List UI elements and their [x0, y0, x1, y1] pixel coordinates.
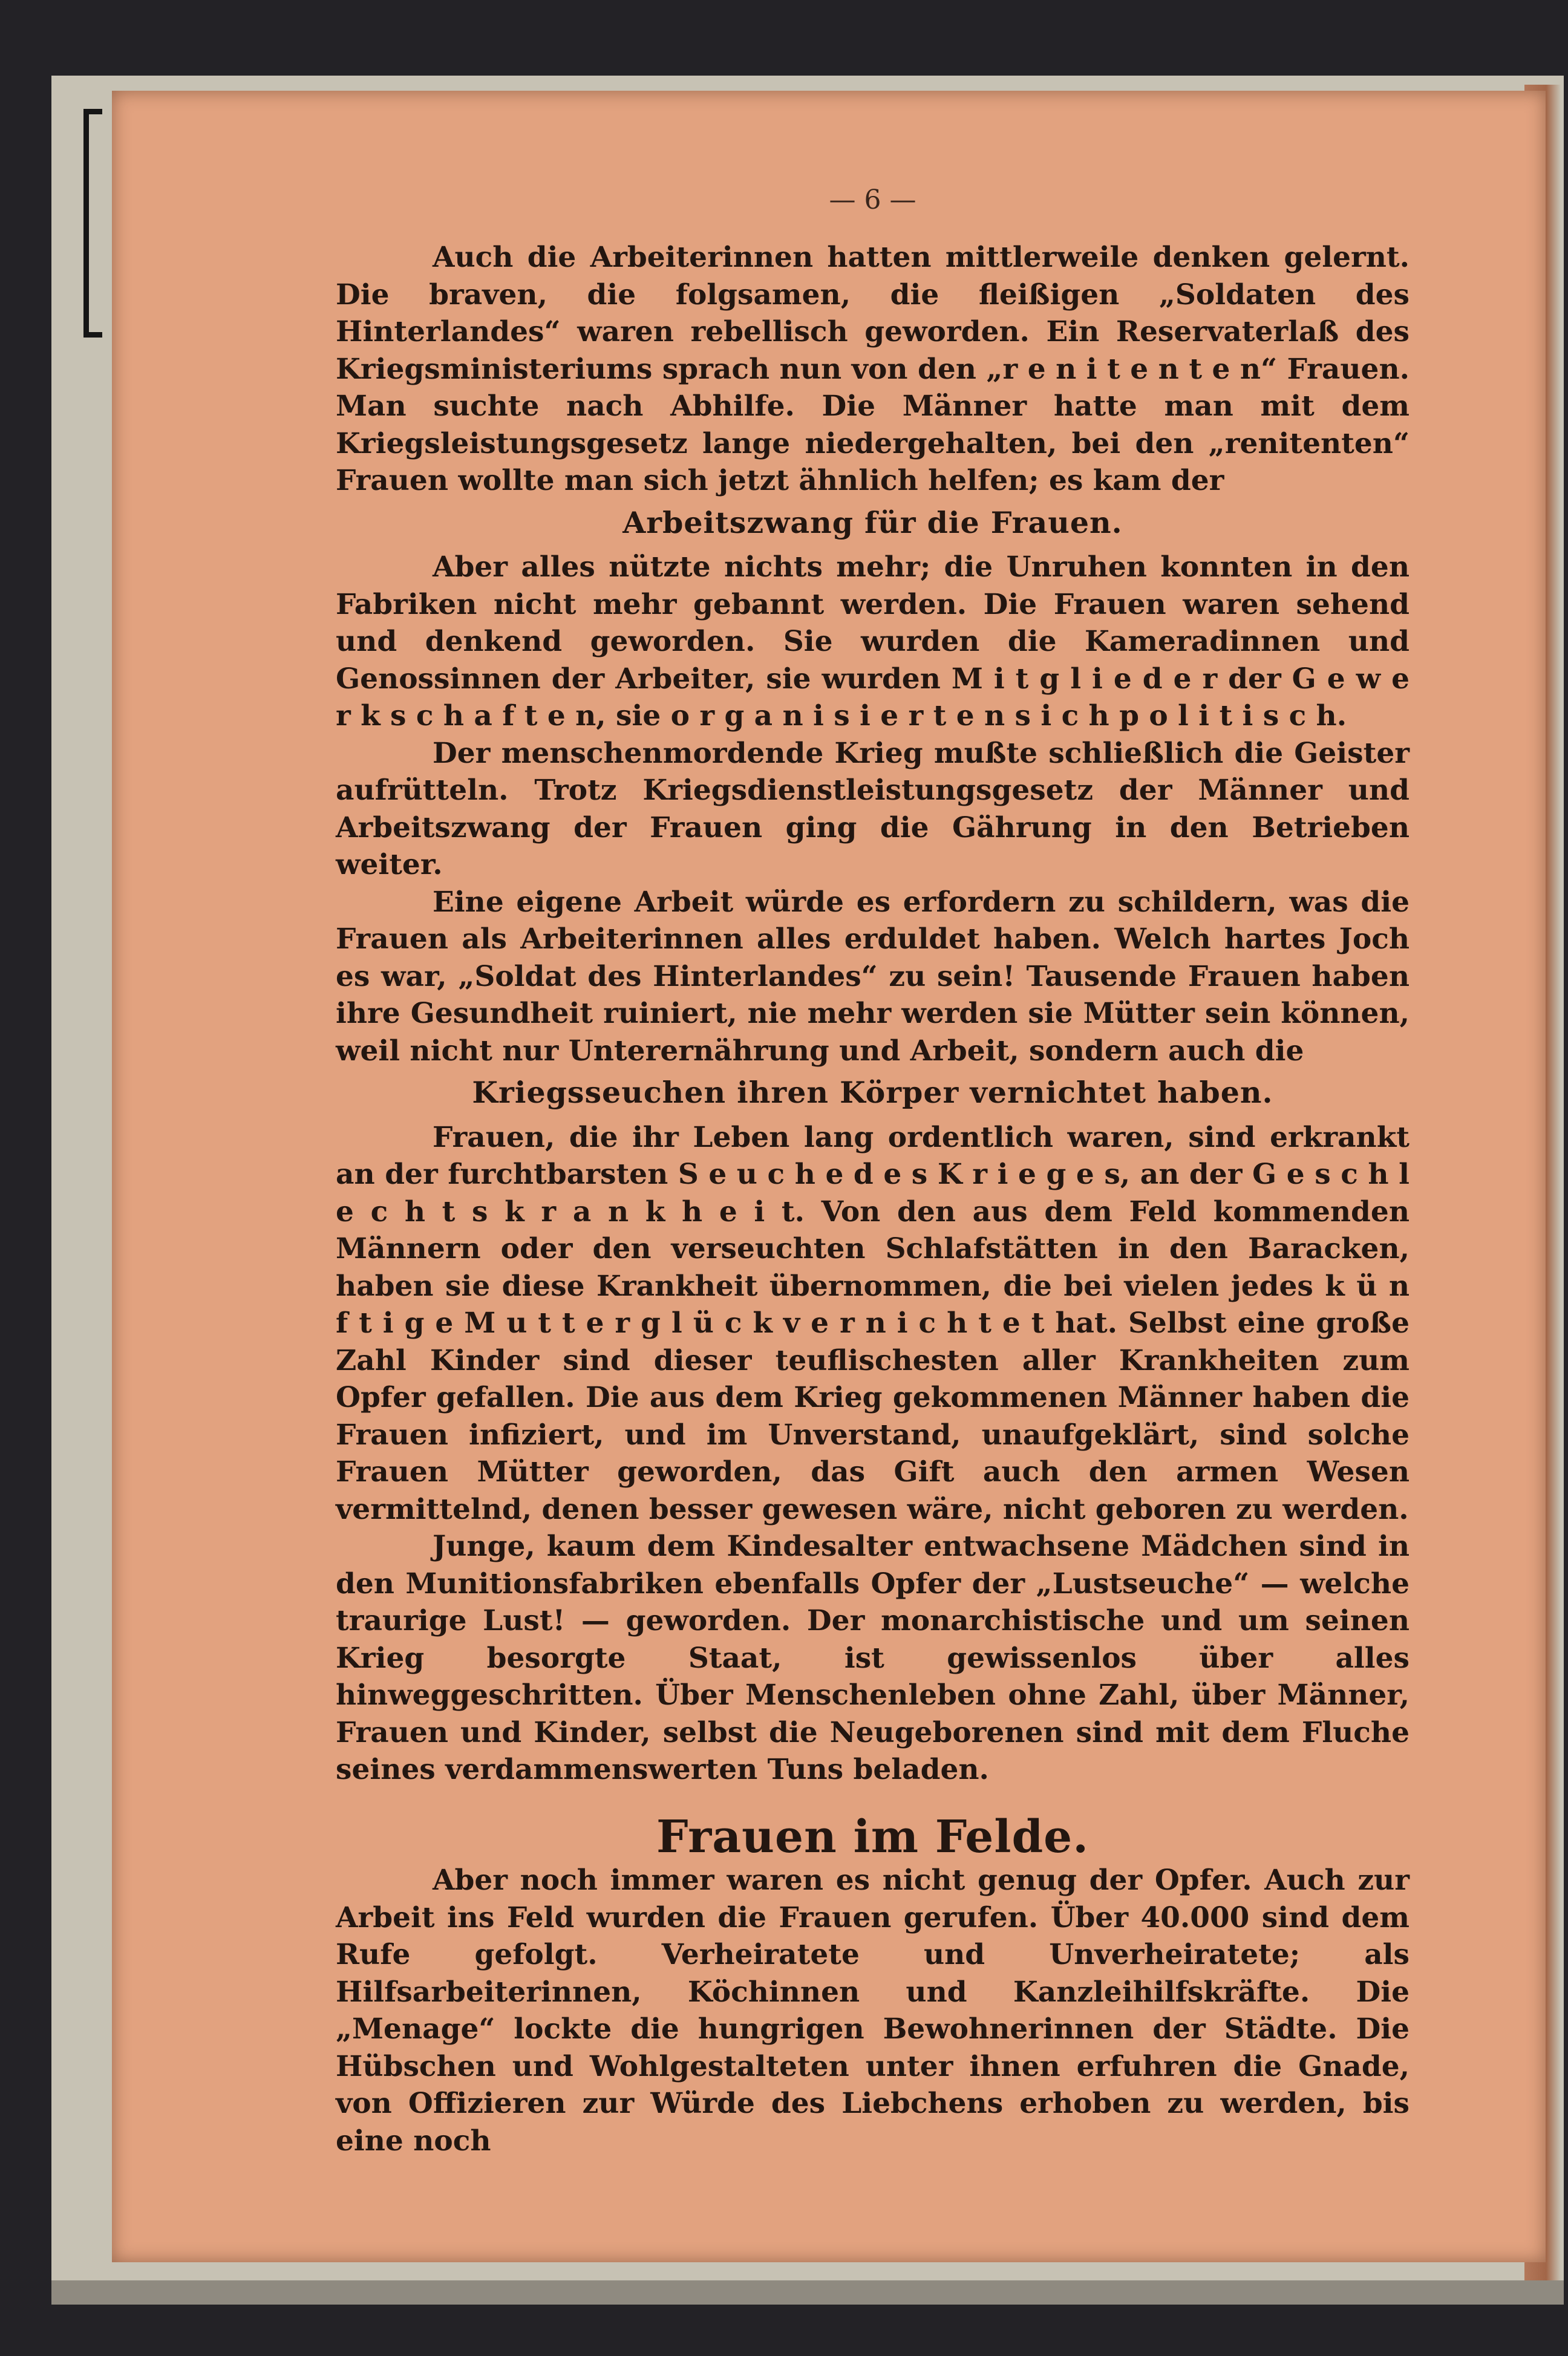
- page-body: [336, 239, 1410, 2159]
- paragraph: Der menschenmordende Krieg mußte schließlich die Geister aufrütteln. Trotz Kriegsdienstleistungsgesetz der Männer und Arbeitszwang der Frauen ging die Gährung in den Betrieben weiter.: [336, 736, 1410, 881]
- section-title-frauen-im-felde: Frauen im Felde.: [656, 1810, 1089, 1863]
- page-number: — 6 —: [829, 184, 916, 215]
- subheading-arbeitszwang: Arbeitszwang für die Frauen.: [622, 504, 1123, 540]
- paragraph: Eine eigene Arbeit würde es erfordern zu schildern, was die Frauen als Arbeiterinnen alles erduldet haben. Welch hartes Joch es war, „Soldat des Hinterlandes“ zu sein! Tausende Frauen haben ihre Gesundheit ruiniert, nie mehr werden sie Mütter sein können, weil nicht nur Unterernährung und Arbeit, sondern auch die: [336, 885, 1410, 1068]
- paragraph: Junge, kaum dem Kindesalter entwachsene Mädchen sind in den Munitionsfabriken ebenfalls Opfer der „Lustseuche“ — welche traurige Lust! — geworden. Der monarchistische und um seinen Krieg besorgte Staat, ist gewissenlos über alles hinweggeschritten. Über Menschenleben ohne Zahl, über Männer, Frauen und Kinder, selbst die Neugeborenen sind mit dem Fluche seines verdammenswerten Tuns beladen.: [336, 1530, 1410, 1786]
- paragraph: Aber alles nützte nichts mehr; die Unruhen konnten in den Fabriken nicht mehr gebannt werden. Die Frauen waren sehend und denkend geworden. Sie wurden die Kameradinnen und Genossinnen der Arbeiter, sie wurden M i t g l i e d e r der G e w e r k s c h a f t e n, sie o r g a n i s i e r t e n s i c h p o l i t i s c h.: [336, 550, 1410, 733]
- bracket-mark: [83, 109, 102, 338]
- paragraph: Auch die Arbeiterinnen hatten mittlerweile denken gelernt. Die braven, die folgsamen, die fleißigen „Soldaten des Hinterlandes“ waren rebellisch geworden. Ein Reservaterlaß des Kriegsministeriums sprach nun von den „r e n i t e n t e n“ Frauen. Man suchte nach Abhilfe. Die Männer hatte man mit dem Kriegsleistungsgesetz lange niedergehalten, bei den „renitenten“ Frauen wollte man sich jetzt ähnlich helfen; es kam der: [336, 241, 1410, 497]
- paragraph: Frauen, die ihr Leben lang ordentlich waren, sind erkrankt an der furchtbarsten S e u c h e d e s K r i e g e s, an der G e s c h l e c h t s k r a n k h e i t. Von den aus dem Feld kommenden Männern oder den verseuchten Schlafstätten in den Baracken, haben sie diese Krankheit übernommen, die bei vielen jedes k ü n f t i g e M u t t e r g l ü c k v e r n i c h t e t hat. Selbst eine große Zahl Kinder sind dieser teuflischesten aller Krankheiten zum Opfer gefallen. Die aus dem Krieg gekommenen Männer haben die Frauen infiziert, und im Unverstand, unaufgeklärt, sind solche Frauen Mütter geworden, das Gift auch den armen Wesen vermittelnd, denen besser gewesen wäre, nicht geboren zu werden.: [336, 1120, 1410, 1526]
- subheading-kriegsseuchen: Kriegsseuchen ihren Körper vernichtet haben.: [472, 1075, 1273, 1110]
- paragraph: Aber noch immer waren es nicht genug der Opfer. Auch zur Arbeit ins Feld wurden die Frauen gerufen. Über 40.000 sind dem Rufe gefolgt. Verheiratete und Unverheiratete; als Hilfsarbeiterinnen, Köchinnen und Kanzleihilfskräfte. Die „Menage“ lockte die hungrigen Bewohnerinnen der Städte. Die Hübschen und Wohlgestalteten unter ihnen erfuhren die Gnade, von Offizieren zur Würde des Liebchens erhoben zu werden, bis eine noch: [336, 1864, 1410, 2158]
- board-edge: [51, 2280, 1564, 2305]
